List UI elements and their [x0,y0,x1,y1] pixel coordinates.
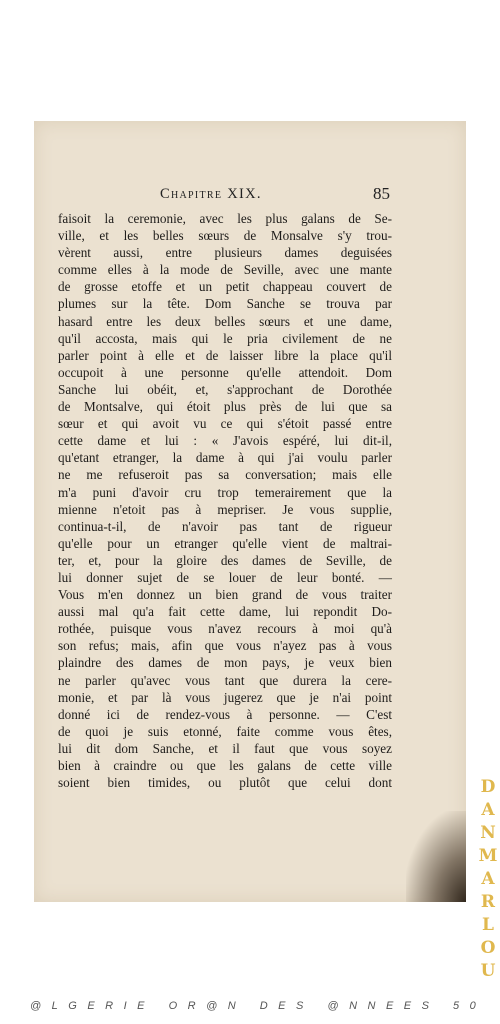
text-line: sœur et qui avoit vu ce qui s'étoit passé entre [58,416,392,432]
text-line: rothée, puisque vous n'avez recours à moi qu'à [58,621,392,637]
text-line: plaindre des dames de mon pays, je veux bien [58,655,392,671]
text-line: plumes sur la tête. Dom Sanche se trouva par [58,296,392,312]
watermark-letter: U [480,961,496,981]
text-line: de grosse etoffe et un petit chappeau couvert de [58,279,392,295]
text-line: lui donner sujet de se louer de leur bonté. — [58,569,392,585]
text-line: de quoi je suis etonné, faite comme vous êtes, [58,723,392,739]
text-line: mienne n'etoit pas à mepriser. Je vous supplie, [58,501,392,517]
text-line: ville, et les belles sœurs de Monsalve s'y trou- [58,228,392,244]
watermark-letter: N [480,823,496,843]
text-line: lui dit dom Sanche, et il faut que vous soyez [58,740,392,756]
watermark-letter: R [480,892,496,912]
text-line: Vous m'en donnez un bien grand de vous traiter [58,587,392,603]
text-line: ter, et, pour la gloire des dames de Seville, de [58,552,392,568]
text-line: continua-t-il, de n'avoir pas tant de rigueur [58,518,392,534]
text-line: m'a puni d'avoir cru trop temerairement que la [58,484,392,500]
text-line: aussi mal qu'a fait cette dame, lui repondit Do- [58,604,392,620]
body-text [58,210,392,791]
text-line: Sanche lui obéit, et, s'approchant de Dorothée [58,381,392,397]
watermark-letter: L [482,915,494,935]
watermark-letter: A [481,800,495,820]
footer-watermark: @LGERIE OR@N DES @NNEES 50 [30,1000,487,1012]
watermark-letter: M [478,846,498,866]
text-line: vèrent aussi, entre plusieurs dames deguisées [58,245,392,261]
text-line: cette dame et lui : « J'avois espéré, lui dit-il, [58,433,392,449]
text-line: bien à craindre ou que les galans de cette ville [58,758,392,773]
vertical-watermark [478,776,498,983]
text-line: comme elles à la mode de Seville, avec une mante [58,262,392,278]
text-line: qu'il accosta, mais qui le pria civilement de ne [58,330,392,346]
chapter-heading: Chapitre XIX. [160,186,262,202]
page-corner-shadow [406,811,466,902]
watermark-letter: A [481,869,495,889]
text-line: son refus; mais, afin que vous n'ayez pas à vous [58,638,392,654]
text-line: monie, et par là vous jugerez que je n'ai point [58,689,392,705]
text-line: qu'elle pour un etranger qu'elle vient de maltrai- [58,535,392,551]
text-line: parler point à elle et de laisser libre la place qu'il [58,347,392,363]
text-line: de Montsalve, qui étoit plus près de lui que sa [58,399,392,415]
text-line: ne me refuseroit pas sa conversation; mais elle [58,467,392,483]
watermark-letter: D [480,777,496,797]
text-line: soient bien timides, ou plutôt que celui dont [58,775,392,791]
text-line: ne parler qu'avec vous tant que durera la cere- [58,672,392,688]
text-line: donné ici de rendez-vous à personne. — C'est [58,706,392,722]
page-number: 85 [373,184,390,203]
watermark-letter: O [480,938,496,958]
text-line: qu'etant etranger, la dame à qui j'ai voulu parler [58,450,392,466]
text-line: hasard entre les deux belles sœurs et une dame, [58,313,392,329]
text-line: occupoit à une personne qu'elle attendoit. Dom [58,364,392,380]
page-header [160,186,390,206]
text-line: faisoit la ceremonie, avec les plus galans de Se- [58,211,392,226]
